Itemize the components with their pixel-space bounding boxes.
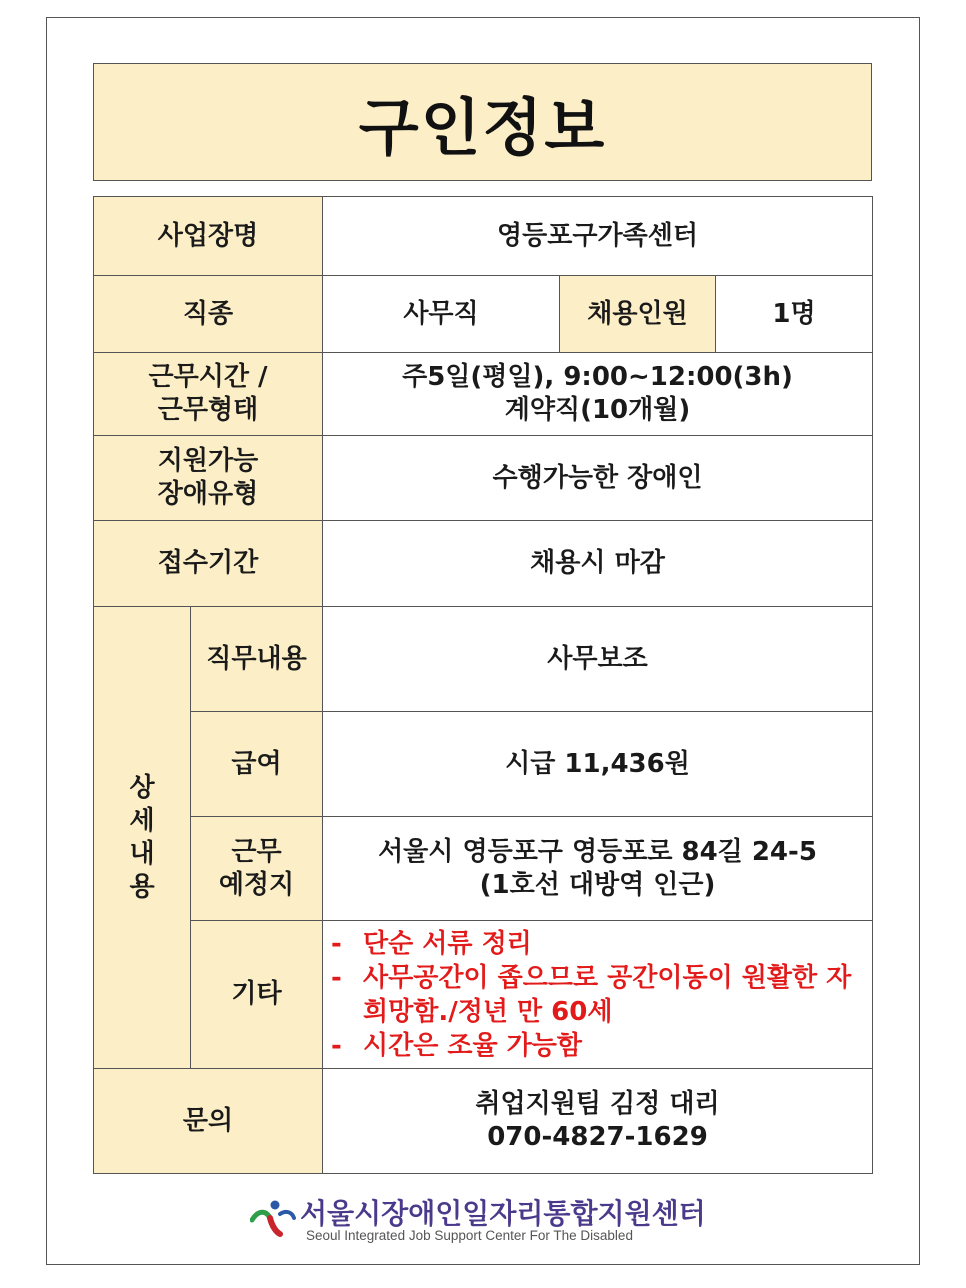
disability-value: 수행가능한 장애인 — [323, 436, 873, 521]
org-logo-icon — [250, 1196, 296, 1238]
etc-item-3 — [329, 1029, 866, 1063]
etc-item-1 — [329, 927, 866, 961]
etc-list — [329, 927, 866, 1063]
location-label — [191, 817, 323, 921]
location-value — [323, 817, 873, 921]
job-info-table — [93, 196, 873, 1174]
etc-item-1-text: 단순 서류 정리 — [363, 928, 532, 959]
details-group-label — [94, 607, 191, 1069]
page-title: 구인정보 — [358, 90, 607, 164]
hours-value — [323, 353, 873, 436]
pay-value: 시급 11,436원 — [323, 712, 873, 817]
row-disability — [94, 436, 873, 521]
etc-item-2-text: 사무공간이 좁으므로 공간이동이 원활한 자 희망함./정년 만 60세 — [363, 962, 852, 1027]
location-value-line1: 서울시 영등포구 영등포로 84길 24-5 — [378, 836, 817, 867]
row-contact — [94, 1069, 873, 1174]
location-label-line2: 예정지 — [218, 869, 295, 900]
details-char-1: 상 — [129, 772, 155, 803]
hours-value-line2: 계약직(10개월) — [504, 395, 691, 425]
title-banner — [93, 63, 872, 181]
row-pay — [94, 712, 873, 817]
job-value: 사무직 — [323, 276, 560, 353]
footer-logo — [0, 1190, 966, 1250]
row-job — [94, 276, 873, 353]
hours-label-line2: 근무형태 — [157, 395, 259, 425]
hours-value-line1: 주5일(평일), 9:00~12:00(3h) — [402, 362, 793, 392]
contact-person: 취업지원팀 김정 대리 — [475, 1089, 720, 1119]
hire-count-label: 채용인원 — [560, 276, 716, 353]
row-company — [94, 197, 873, 276]
etc-label: 기타 — [191, 921, 323, 1069]
etc-dash-2: - — [331, 962, 342, 993]
company-label: 사업장명 — [94, 197, 323, 276]
hours-label — [94, 353, 323, 436]
contact-phone: 070-4827-1629 — [487, 1122, 708, 1152]
etc-item-2 — [329, 961, 866, 1029]
etc-item-3-text: 시간은 조율 가능함 — [363, 1030, 583, 1061]
etc-dash-1: - — [331, 928, 342, 959]
details-char-3: 내 — [129, 838, 155, 869]
row-hours — [94, 353, 873, 436]
org-name-english: Seoul Integrated Job Support Center For The Disabled — [306, 1228, 633, 1243]
row-etc — [94, 921, 873, 1069]
disability-label — [94, 436, 323, 521]
contact-label: 문의 — [94, 1069, 323, 1174]
location-value-line2: (1호선 대방역 인근) — [479, 869, 716, 900]
etc-value — [323, 921, 873, 1069]
job-label: 직종 — [94, 276, 323, 353]
row-location — [94, 817, 873, 921]
period-value: 채용시 마감 — [323, 521, 873, 607]
company-value: 영등포구가족센터 — [323, 197, 873, 276]
hours-label-line1: 근무시간 / — [148, 362, 268, 392]
details-char-2: 세 — [129, 805, 155, 836]
row-period — [94, 521, 873, 607]
hire-count-value: 1명 — [716, 276, 873, 353]
duty-value: 사무보조 — [323, 607, 873, 712]
org-name: 서울시장애인일자리통합지원센터 — [300, 1197, 706, 1230]
disability-label-line2: 장애유형 — [157, 479, 259, 509]
details-char-4: 용 — [129, 871, 155, 902]
row-duty — [94, 607, 873, 712]
pay-label: 급여 — [191, 712, 323, 817]
etc-dash-3: - — [331, 1030, 342, 1061]
period-label: 접수기간 — [94, 521, 323, 607]
duty-label: 직무내용 — [191, 607, 323, 712]
disability-label-line1: 지원가능 — [157, 446, 259, 476]
contact-value — [323, 1069, 873, 1174]
location-label-line1: 근무 — [231, 836, 282, 867]
